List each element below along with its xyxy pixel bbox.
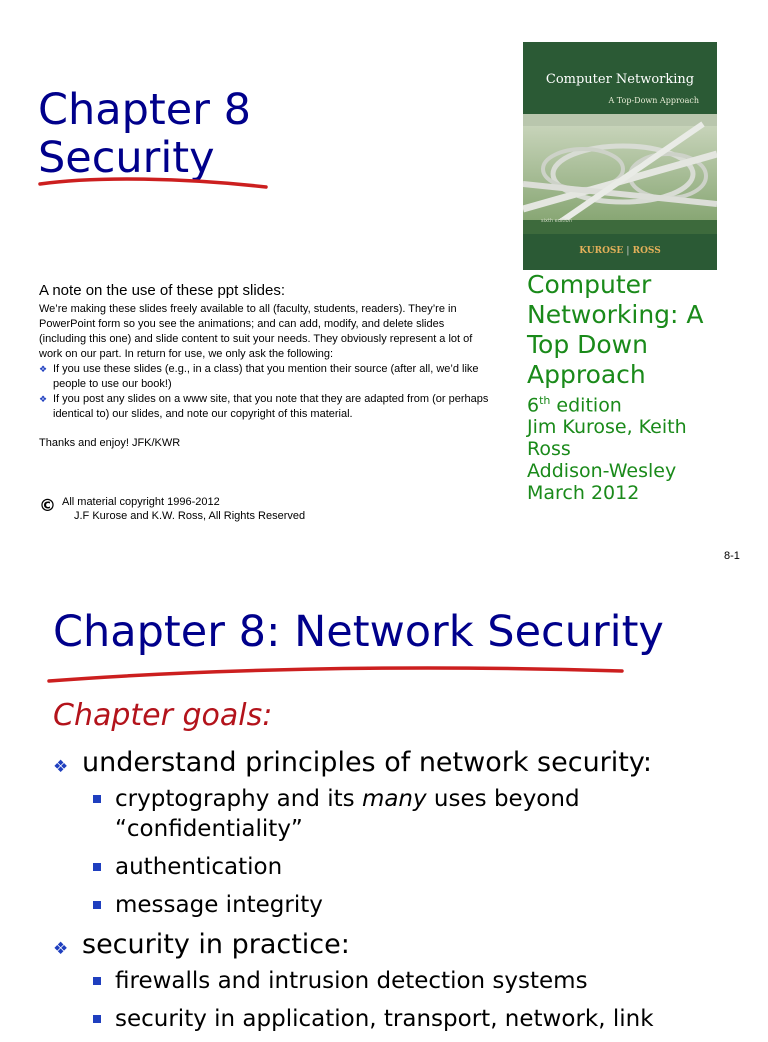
copyright-notice xyxy=(39,495,305,523)
sub-goal-item xyxy=(53,784,753,844)
sub-goal-list xyxy=(53,784,753,920)
note-item-text: If you post any slides on a www site, that you note that they are adapted from (or perhaps identical to) our slides, and note our copyright of this material. xyxy=(53,393,489,420)
cover-edition: sixth edition xyxy=(541,218,572,224)
diamond-bullet-icon: ❖ xyxy=(53,939,69,959)
title-line-2: Security xyxy=(38,133,215,183)
book-cover-image xyxy=(523,42,717,270)
sub-goal-item xyxy=(53,1004,753,1034)
note-list xyxy=(39,362,489,422)
copyright-symbol: © xyxy=(39,496,56,516)
edition-suffix: th xyxy=(539,394,551,407)
title-underline xyxy=(36,170,271,194)
cover-title: Computer Networking xyxy=(545,72,695,87)
book-title-line-4: Approach xyxy=(527,360,646,389)
cover-author-1: KUROSE xyxy=(579,246,624,256)
title-underline xyxy=(44,656,629,686)
sub-goal-text: authentication xyxy=(115,854,283,880)
usage-note xyxy=(39,282,489,449)
note-thanks: Thanks and enjoy! JFK/KWR xyxy=(39,437,181,449)
sub-goal-item xyxy=(53,966,753,996)
highway-interchange-illustration xyxy=(523,114,717,234)
sub-goal-text: message integrity xyxy=(115,892,323,918)
copyright-line-2: J.F Kurose and K.W. Ross, All Rights Reserved xyxy=(74,510,306,522)
diamond-bullet-icon: ❖ xyxy=(39,364,48,374)
book-authors-line-1: Jim Kurose, Keith xyxy=(527,416,687,439)
goal-text: security in practice: xyxy=(82,929,350,960)
sub-goal-item xyxy=(53,852,753,882)
edition-word: edition xyxy=(550,394,622,417)
square-bullet-icon xyxy=(93,901,101,909)
book-info xyxy=(527,270,757,504)
book-title-line-2: Networking: A xyxy=(527,300,704,329)
note-list-item xyxy=(39,362,489,392)
cover-subtitle: A Top-Down Approach xyxy=(608,96,699,105)
square-bullet-icon xyxy=(93,977,101,985)
goal-item xyxy=(53,746,753,780)
sub-goal-text: cryptography and its xyxy=(115,786,362,812)
edition-number: 6 xyxy=(527,394,540,417)
note-body: We’re making these slides freely available to all (faculty, students, readers). They’re in PowerPoint form so you see the animations; and can add, modify, and delete slides (including this one) and slide content to suit your needs. They obviously represent a lot of work on our part. In return for use, we only ask the following: xyxy=(39,303,473,360)
sub-goal-emphasis: many xyxy=(361,786,427,812)
cover-author-separator: | xyxy=(626,246,630,256)
book-authors-line-2: Ross xyxy=(527,438,571,461)
copyright-line-1: All material copyright 1996-2012 xyxy=(62,496,220,508)
sub-goal-text: firewalls and intrusion detection systems xyxy=(115,968,588,994)
cover-author-2: ROSS xyxy=(632,246,661,256)
square-bullet-icon xyxy=(93,863,101,871)
book-publisher: Addison-Wesley xyxy=(527,460,677,483)
book-date: March 2012 xyxy=(527,482,640,505)
diamond-bullet-icon: ❖ xyxy=(53,757,69,777)
goals-list xyxy=(53,746,753,1042)
slide-2 xyxy=(0,578,768,1032)
book-edition xyxy=(527,390,757,416)
slide-title xyxy=(38,86,251,182)
sub-goal-text: security in application, transport, network, link xyxy=(115,1006,654,1032)
note-item-text: If you use these slides (e.g., in a class) that you mention their source (after all, we’d like people to use our book!) xyxy=(53,363,479,390)
book-title-line-1: Computer xyxy=(527,270,652,299)
slide-title: Chapter 8: Network Security xyxy=(53,607,664,657)
note-list-item xyxy=(39,392,489,422)
note-heading: A note on the use of these ppt slides: xyxy=(39,282,286,299)
page-number: 8-1 xyxy=(724,550,740,562)
goals-heading: Chapter goals: xyxy=(53,698,273,733)
sub-goal-item xyxy=(53,890,753,920)
book-title-line-3: Top Down xyxy=(527,330,648,359)
diamond-bullet-icon: ❖ xyxy=(39,394,48,404)
title-line-1: Chapter 8 xyxy=(38,85,251,135)
goal-text: understand principles of network security: xyxy=(82,747,652,778)
goal-item xyxy=(53,928,753,962)
sub-goal-text-after: uses beyond “confidentiality” xyxy=(115,786,580,842)
cover-authors xyxy=(523,246,717,256)
square-bullet-icon xyxy=(93,1015,101,1023)
square-bullet-icon xyxy=(93,795,101,803)
copyright-text xyxy=(57,495,305,523)
